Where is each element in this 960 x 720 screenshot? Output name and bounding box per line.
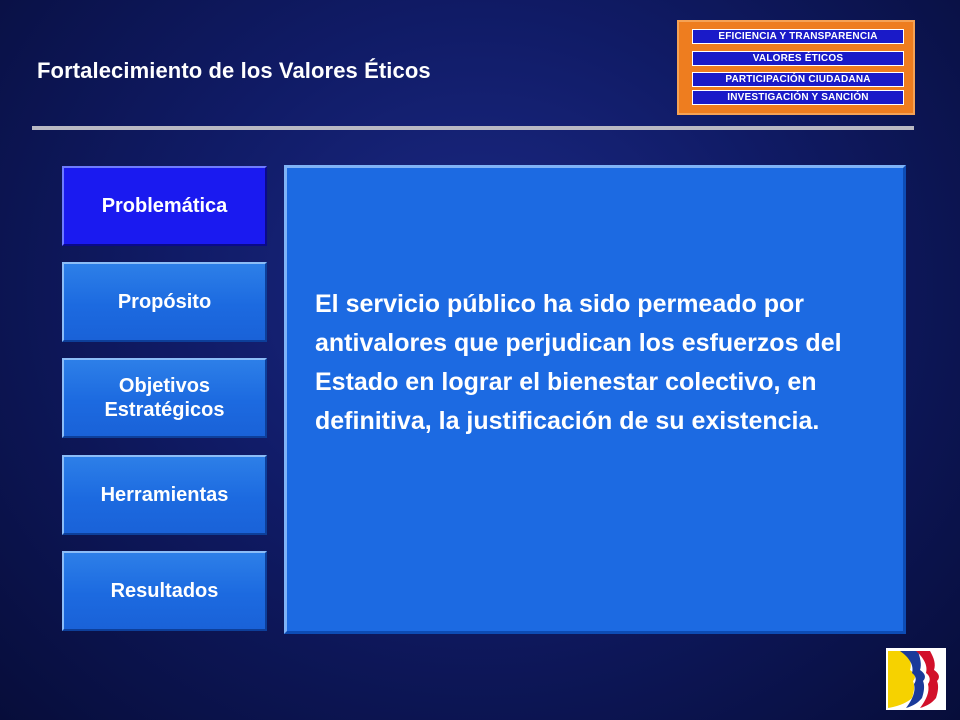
badge-valores-eticos[interactable]: VALORES ÉTICOS <box>692 51 904 66</box>
badge-eficiencia-transparencia[interactable]: EFICIENCIA Y TRANSPARENCIA <box>692 29 904 44</box>
nav-button-label: Resultados <box>110 580 219 602</box>
nav-button-label: Herramientas <box>100 484 229 506</box>
program-badge-panel <box>677 20 915 115</box>
nav-button-objetivos-estrategicos[interactable] <box>62 358 267 438</box>
institution-logo-icon <box>886 648 946 710</box>
nav-button-problematica[interactable] <box>62 166 267 246</box>
nav-button-label: Propósito <box>117 291 212 313</box>
nav-button-label: Objetivos Estratégicos <box>104 375 225 421</box>
badge-investigacion-sancion[interactable]: INVESTIGACIÓN Y SANCIÓN <box>692 90 904 105</box>
page-title: Fortalecimiento de los Valores Éticos <box>37 58 431 83</box>
nav-button-proposito[interactable] <box>62 262 267 342</box>
content-panel <box>284 165 906 634</box>
header-divider <box>32 126 914 130</box>
content-text: El servicio público ha sido permeado por antivalores que perjudican los esfuerzos del Estado en lograr el bienestar colectivo, en definitiva, la justificación de su existencia. <box>315 290 842 435</box>
nav-button-resultados[interactable] <box>62 551 267 631</box>
nav-button-label: Problemática <box>101 195 228 217</box>
nav-button-herramientas[interactable] <box>62 455 267 535</box>
badge-participacion-ciudadana[interactable]: PARTICIPACIÓN CIUDADANA <box>692 72 904 87</box>
